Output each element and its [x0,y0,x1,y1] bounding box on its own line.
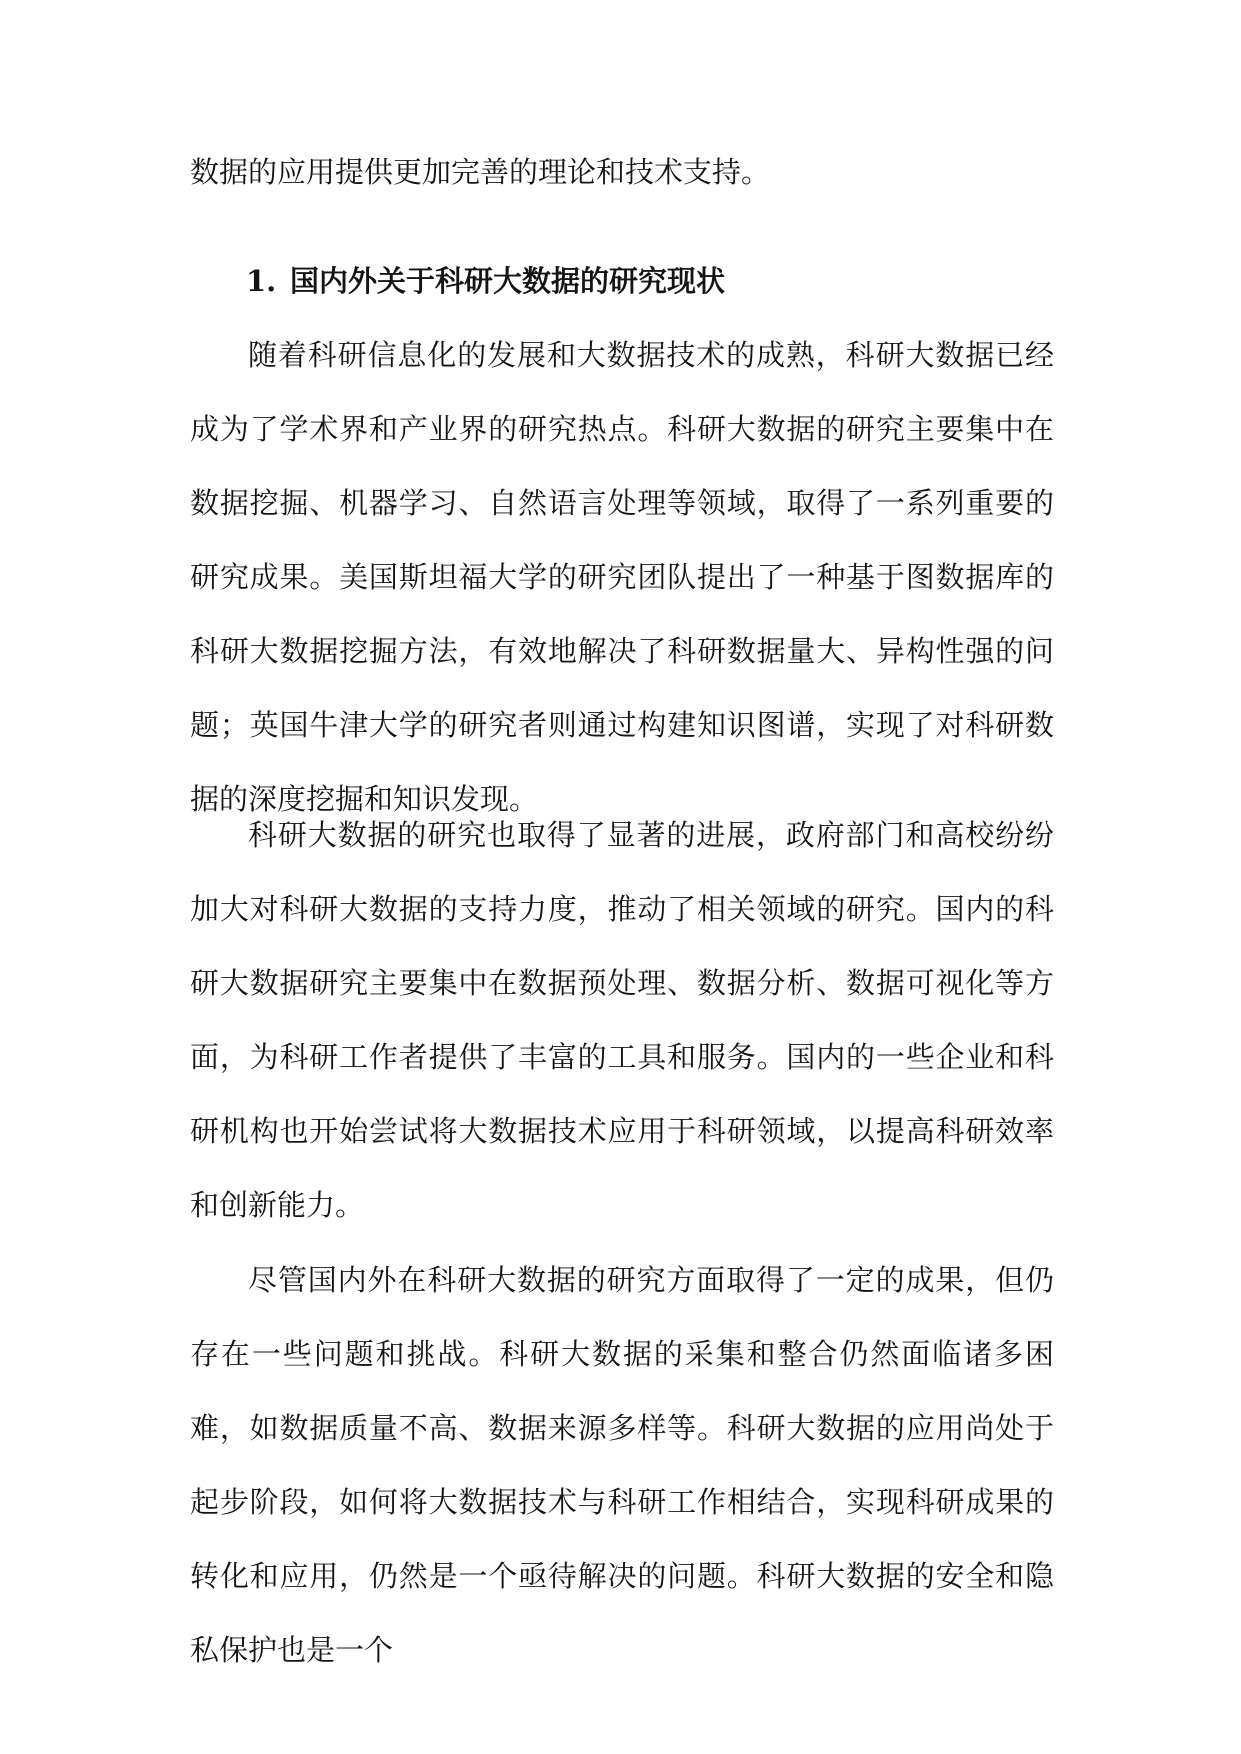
paragraph-challenges: 尽管国内外在科研大数据的研究方面取得了一定的成果，但仍存在一些问题和挑战。科研大数据的采集和整合仍然面临诸多困难，如数据质量不高、数据来源多样等。科研大数据的应用尚处于起步阶段，如何将大数据技术与科研工作相结合，实现科研成果的转化和应用，仍然是一个亟待解决的问题。科研大数据的安全和隐私保护也是一个 [190,1263,1054,1667]
section-number: 1. [246,264,277,298]
paragraph-research-overview: 随着科研信息化的发展和大数据技术的成熟，科研大数据已经成为了学术界和产业界的研究热点。科研大数据的研究主要集中在数据挖掘、机器学习、自然语言处理等领域，取得了一系列重要的研究成果。美国斯坦福大学的研究团队提出了一种基于图数据库的科研大数据挖掘方法，有效地解决了科研数据量大、异构性强的问题；英国牛津大学的研究者则通过构建知识图谱，实现了对科研数据的深度挖掘和知识发现。 [190,338,1054,816]
paragraph-domestic-progress: 科研大数据的研究也取得了显著的进展，政府部门和高校纷纷加大对科研大数据的支持力度，推动了相关领域的研究。国内的科研大数据研究主要集中在数据预处理、数据分析、数据可视化等方面，为科研工作者提供了丰富的工具和服务。国内的一些企业和科研机构也开始尝试将大数据技术应用于科研领域，以提高科研效率和创新能力。 [190,818,1054,1222]
continuation-paragraph: 数据的应用提供更加完善的理论和技术支持。 [190,155,771,189]
section-title: 国内外关于科研大数据的研究现状 [290,264,726,298]
section-heading [246,244,725,318]
